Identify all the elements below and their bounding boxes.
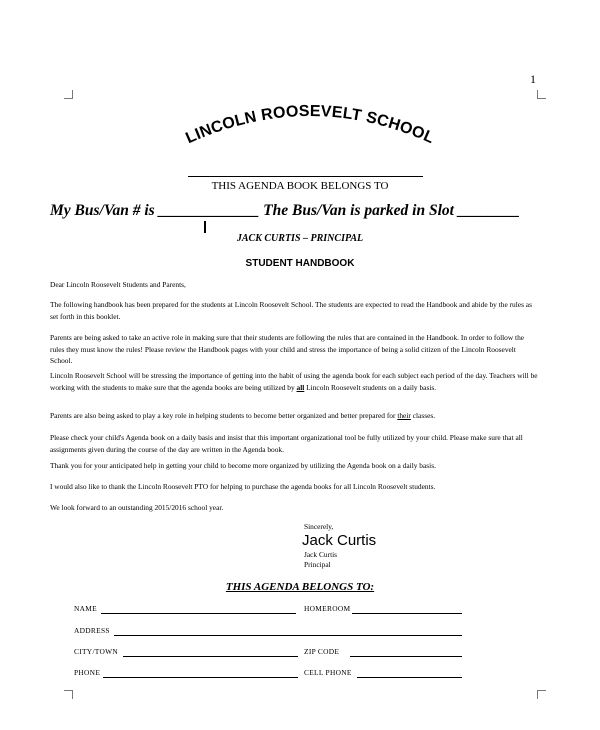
signer-name: Jack Curtis bbox=[304, 550, 338, 559]
bus-van-line: My Bus/Van # is _____________ The Bus/Van is parked in Slot ________ bbox=[50, 202, 520, 219]
letter-salutation: Dear Lincoln Roosevelt Students and Parents, bbox=[50, 280, 186, 289]
paragraph-3-emphasis: all bbox=[296, 382, 305, 392]
homeroom-field[interactable] bbox=[352, 613, 462, 614]
school-name-arc bbox=[170, 92, 450, 152]
letter-paragraph-5: Please check your child's Agenda book on a daily basis and insist that this important organizational tool be fully utilized by your child. Please make sure that all assignments given during the course of the day are written in the Agenda book. bbox=[50, 433, 523, 454]
text-cursor bbox=[204, 221, 206, 233]
form-title bbox=[0, 581, 600, 593]
city-town-label: CITY/TOWN bbox=[74, 647, 119, 656]
homeroom-label: HOMEROOM bbox=[304, 604, 351, 613]
letter-paragraph-8: We look forward to an outstanding 2015/2016 school year. bbox=[50, 503, 224, 512]
principal-line: JACK CURTIS – PRINCIPAL bbox=[236, 233, 364, 244]
signature: Jack Curtis bbox=[302, 532, 377, 549]
letter-paragraph-1: The following handbook has been prepared for the students at Lincoln Roosevelt School. The students are expected to read the Handbook and abide by the rules as set forth in this booklet. bbox=[50, 300, 532, 321]
letter-paragraph-7: I would also like to thank the Lincoln Roosevelt PTO for helping to purchase the agenda books for all Lincoln Roosevelt students. bbox=[50, 482, 436, 491]
school-name: LINCOLN ROOSEVELT SCHOOL bbox=[183, 102, 437, 148]
paragraph-3-text-b: Lincoln Roosevelt students on a daily basis. bbox=[304, 382, 437, 392]
paragraph-4-emphasis: their bbox=[397, 411, 411, 420]
address-field[interactable] bbox=[114, 635, 462, 636]
letter-paragraph-6: Thank you for your anticipated help in getting your child to become more organized by utilizing the Agenda book on a daily basis. bbox=[50, 461, 436, 470]
belongs-to-heading: THIS AGENDA BOOK BELONGS TO bbox=[211, 180, 389, 192]
signer-title: Principal bbox=[304, 560, 331, 569]
zip-code-field[interactable] bbox=[350, 656, 462, 657]
crop-mark-bottom-right bbox=[537, 690, 546, 699]
handbook-title: STUDENT HANDBOOK bbox=[245, 258, 355, 269]
letter-paragraph-4 bbox=[50, 410, 540, 422]
signer-block bbox=[304, 550, 337, 570]
letter-paragraph-3 bbox=[50, 370, 540, 393]
page-number: 1 bbox=[530, 72, 536, 86]
phone-field[interactable] bbox=[103, 677, 298, 678]
phone-label: PHONE bbox=[74, 668, 101, 677]
city-town-field[interactable] bbox=[123, 656, 298, 657]
paragraph-4-text-b: classes. bbox=[410, 411, 436, 420]
cell-phone-label: CELL PHONE bbox=[304, 668, 352, 677]
paragraph-3-text-a: Lincoln Roosevelt School will be stressing the importance of getting into the habit of using the agenda book for each subject each period of the day. Teachers will be working with the students to make sure that the agenda books are being utilized by bbox=[50, 371, 538, 392]
crop-mark-top-right bbox=[537, 90, 546, 99]
cell-phone-field[interactable] bbox=[357, 677, 462, 678]
name-field[interactable] bbox=[101, 613, 296, 614]
zip-code-label: ZIP CODE bbox=[304, 647, 340, 656]
crop-mark-top-left bbox=[64, 90, 73, 99]
form-title-text: THIS AGENDA BELONGS TO: bbox=[225, 581, 375, 593]
letter-paragraph-2: Parents are being asked to take an active role in making sure that their students are following the rules that are contained in the Handbook. In order to follow the rules they must know the rules! Please review the Handbook pages with your child and stress the importance of being a solid citizen of the Lincoln Roosevelt School. bbox=[50, 333, 525, 365]
address-label: ADDRESS bbox=[74, 626, 110, 635]
title-rule bbox=[188, 176, 423, 177]
letter-closing: Sincerely, bbox=[304, 522, 334, 531]
crop-mark-bottom-left bbox=[64, 690, 73, 699]
paragraph-4-text-a: Parents are also being asked to play a key role in helping students to become better organized and better prepared for bbox=[50, 411, 398, 420]
name-label: NAME bbox=[74, 604, 97, 613]
